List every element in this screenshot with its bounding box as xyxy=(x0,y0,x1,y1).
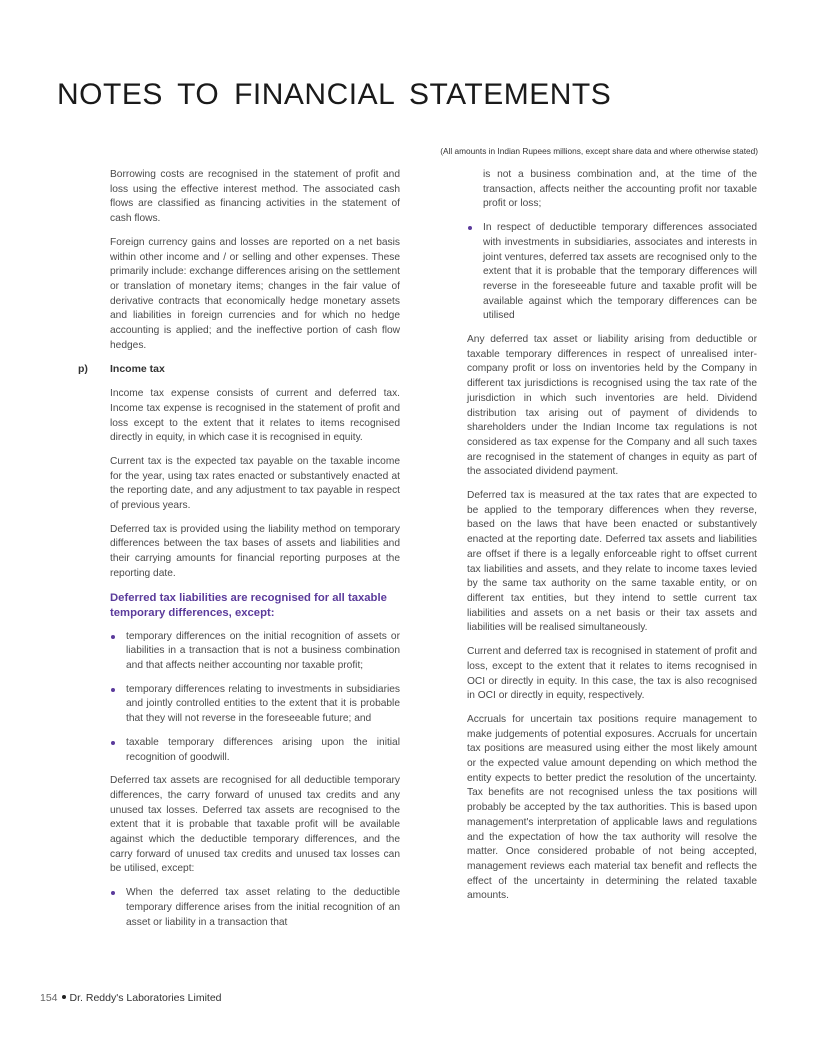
current-tax-paragraph: Current tax is the expected tax payable on the taxable income for the year, using tax rates enacted or substantively enacted at the reporting date, and any adjustment to tax payable in respect of previous years. xyxy=(110,455,400,512)
income-tax-expense-paragraph: Income tax expense consists of current and deferred tax. Income tax expense is recognised in the statement of profit and loss except to the extent that it relates to items recognised directly in equity, in which case it is recognised in equity. xyxy=(110,388,400,444)
foreign-currency-paragraph: Foreign currency gains and losses are reported on a net basis within other income and / or selling and other expenses. These primarily include: exchange differences arising on the settlement or translation of monetary items; changes in the fair value of derivative contracts that economically hedge monetary assets and liabilities in foreign currencies and for which no hedge accounting is applied; and the ineffective portion of cash flow hedges. xyxy=(110,236,400,351)
page-number: 154 xyxy=(40,992,58,1004)
intercompany-deferred-tax-paragraph: Any deferred tax asset or liability arising from deductible or taxable temporary differences in respect of unrealised inter-company profit or loss on inventories held by the Company in different tax jurisdictions is recognised using the tax rate of the jurisdiction in which such inventories are held. Dividend distribution tax arising out of payment of dividends to shareholders under the Indian Income tax regulations is not considered as tax expense for the Company and all such taxes are recognised in the statement of changes in equity as part of the associated dividend payment. xyxy=(467,334,757,478)
list-item: temporary differences relating to investments in subsidiaries and jointly controlled entities to the extent that it is probable that they will not reverse in the foreseeable future; and xyxy=(110,683,400,727)
bullet-icon xyxy=(111,891,115,895)
assets-exceptions-list-continued xyxy=(467,221,757,324)
bullet-separator-icon xyxy=(62,995,66,999)
deferred-tax-liabilities-heading: Deferred tax liabilities are recognised for all taxable temporary differences, except: xyxy=(110,591,387,619)
left-column xyxy=(78,168,400,939)
right-column xyxy=(467,168,757,913)
current-deferred-tax-recognition-paragraph: Current and deferred tax is recognised in statement of profit and loss, except to the extent that it relates to items recognised in OCI or directly in equity. In this case, the tax is also recognised in OCI or directly in equity, respectively. xyxy=(467,646,757,702)
deferred-tax-paragraph: Deferred tax is provided using the liability method on temporary differences between the tax bases of assets and liabilities and their carrying amounts for financial reporting purposes at the reporting date. xyxy=(110,523,400,579)
bullet-icon xyxy=(111,688,115,692)
company-name: Dr. Reddy's Laboratories Limited xyxy=(69,992,222,1004)
page-footer xyxy=(40,992,222,1004)
assets-exceptions-list xyxy=(110,886,400,930)
section-title: Income tax xyxy=(110,363,165,376)
list-item: When the deferred tax asset relating to the deductible temporary difference arises from the initial recognition of an asset or liability in a transaction that xyxy=(110,886,400,930)
bullet-icon xyxy=(468,226,472,230)
section-letter: p) xyxy=(78,363,88,376)
section-heading-income-tax xyxy=(78,362,400,378)
bullet-icon xyxy=(111,635,115,639)
deferred-tax-assets-paragraph: Deferred tax assets are recognised for all deductible temporary differences, the carry forward of unused tax credits and any unused tax losses. Deferred tax assets are recognised to the extent that it is probable that taxable profit will be available against which the deductible temporary differences, and the carry forward of unused tax credits and unused tax losses can be utilised, except: xyxy=(110,775,400,875)
liabilities-exceptions-list xyxy=(110,630,400,766)
amounts-note: (All amounts in Indian Rupees millions, except share data and where otherwise stated) xyxy=(440,146,758,156)
borrowing-costs-paragraph: Borrowing costs are recognised in the statement of profit and loss using the effective interest method. The associated cash flows are classified as financing activities in the statement of cash flows. xyxy=(110,169,400,225)
list-item: taxable temporary differences arising upon the initial recognition of goodwill. xyxy=(110,736,400,765)
uncertain-tax-positions-paragraph: Accruals for uncertain tax positions require management to make judgements of potential exposures. Accruals for uncertain tax positions are measured using either the most likely amount or the expected value amount depending on which method the entity expects to better predict the resolution of the uncertainty. Tax benefits are not recognised unless the tax positions will probably be accepted by the tax authorities. This is based upon management's interpretation of applicable laws and regulations and the expectation of how the tax authority will resolve the matter. Once considered probable of not being accepted, management reviews each material tax benefit and reflects the effect of the uncertainty in determining the related taxable amounts. xyxy=(467,713,757,902)
deferred-tax-measurement-paragraph: Deferred tax is measured at the tax rates that are expected to be applied to the temporary differences when they reverse, based on the laws that have been enacted or substantively enacted at the reporting date. Deferred tax assets and liabilities are offset if there is a legally enforceable right to offset current tax liabilities and assets, and they relate to income taxes levied by the same tax authority on the same taxable entity, or on different tax entities, but they intend to settle current tax liabilities and assets on a net basis or their tax assets and liabilities will be realised simultaneously. xyxy=(467,490,757,634)
bullet-icon xyxy=(111,741,115,745)
page-title: NOTES TO FINANCIAL STATEMENTS xyxy=(57,78,612,111)
bullet-continuation: is not a business combination and, at the time of the transaction, affects neither the accounting profit nor taxable profit or loss; xyxy=(483,169,757,210)
list-item: temporary differences on the initial recognition of assets or liabilities in a transaction that is not a business combination and that affects neither accounting nor taxable profit; xyxy=(110,630,400,674)
list-item: In respect of deductible temporary differences associated with investments in subsidiaries, associates and interests in joint ventures, deferred tax assets are recognised only to the extent that it is probable that the temporary differences will reverse in the foreseeable future and taxable profit will be available against which the temporary differences can be utilised xyxy=(467,221,757,324)
